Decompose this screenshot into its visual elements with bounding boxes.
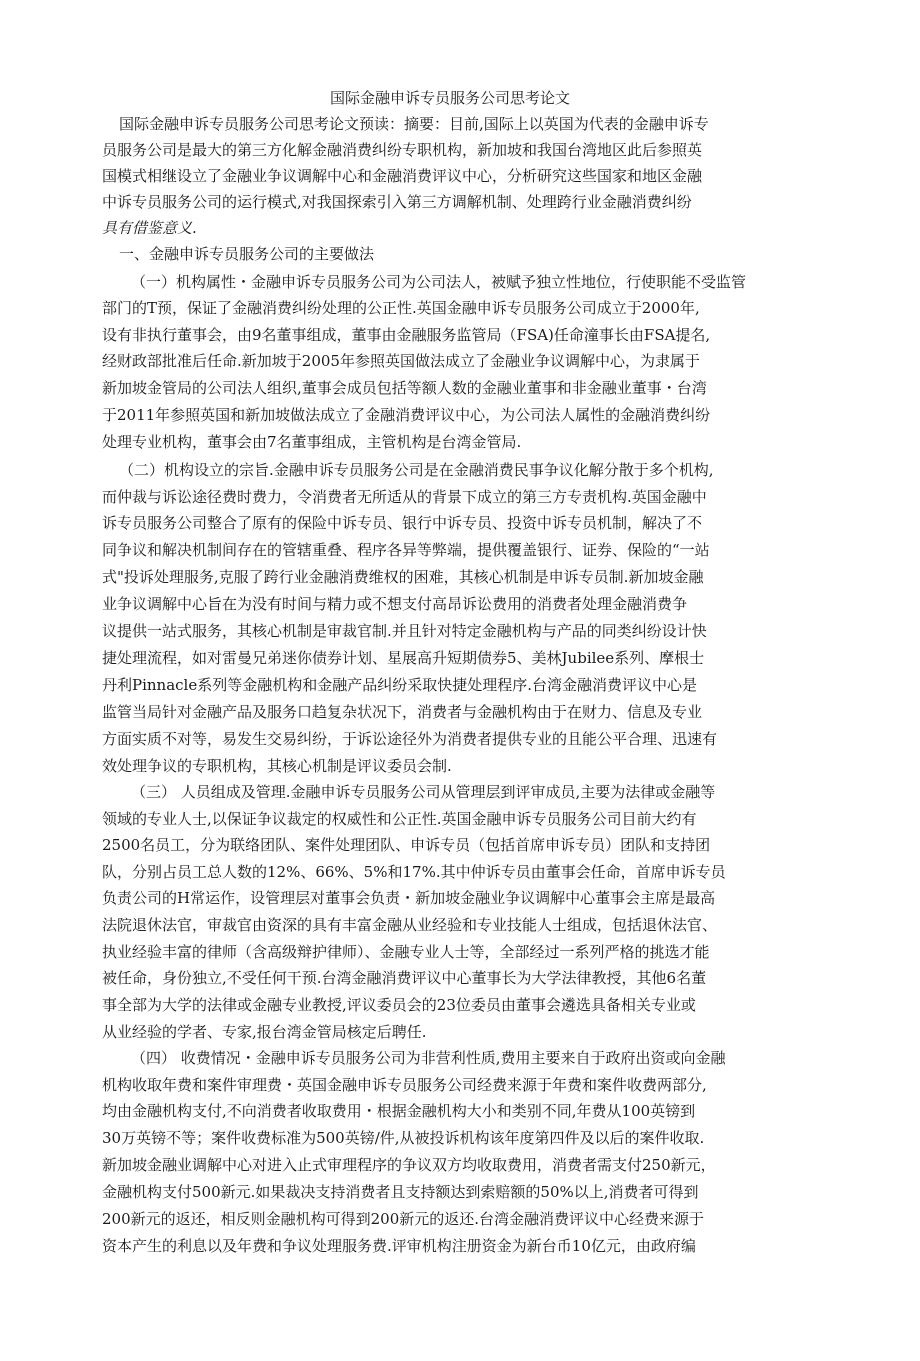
paragraph-line: 业争议调解中心旨在为没有时间与精力或不想支付高昂诉讼费用的消费者处理金融消费争 (102, 595, 688, 613)
paragraph-line: 2500名员工，分为联络团队、案件处理团队、申诉专员（包括首席申诉专员）团队和支持团 (102, 836, 711, 854)
section-heading-1: 一、金融申诉专员服务公司的主要做法 (119, 245, 375, 263)
paragraph-line: 设有非执行董事会，由9名董事组成，董事由金融服务监管局（FSA)任命潼事长由FSA提名, (102, 326, 711, 344)
abstract-line-2: 员服务公司是最大的第三方化解金融消费纠纷专职机构，新加坡和我国台湾地区此后参照英 (102, 141, 703, 159)
paragraph-line: （二）机构设立的宗旨.金融申诉专员服务公司是在金融消费民事争议化解分散于多个机构, (119, 461, 714, 479)
paragraph-line: 200新元的返还，相反则金融机构可得到200新元的返还.台湾金融消费评议中心经费来源于 (102, 1210, 705, 1228)
document-title: 国际金融申诉专员服务公司思考论文 (330, 89, 571, 107)
paragraph-line: 于2011年参照英国和新加坡做法成立了金融消费评议中心，为公司法人属性的金融消费纠纷 (102, 406, 711, 424)
paragraph-line: 被任命，身份独立,不受任何干预.台湾金融消费评议中心董事长为大学法律教授，其他6名董 (102, 969, 707, 987)
paragraph-line: 执业经验丰富的律师（含高级辩护律师）、金融专业人士等，全部经过一系列严格的挑选才能 (102, 943, 710, 961)
paragraph-line: 法院退休法官，审裁官由资深的具有丰富金融从业经验和专业技能人士组成，包括退休法官、 (102, 916, 718, 934)
abstract-line-1: 国际金融申诉专员服务公司思考论文预读：摘要：目前,国际上以英国为代表的金融申诉专 (119, 115, 709, 133)
paragraph-line: 金融机构支付500新元.如果裁决支持消费者且支持额达到索赔额的50%以上,消费者可得到 (102, 1183, 699, 1201)
paragraph-line: 经财政部批准后任命.新加坡于2005年参照英国做法成立了金融业争议调解中心，为隶属于 (102, 352, 700, 370)
abstract-line-3: 国模式相继设立了金融业争议调解中心和金融消费评议中心，分析研究这些国家和地区金融 (102, 167, 703, 185)
paragraph-line: 新加坡金融业调解中心对进入止式审理程序的争议双方均收取费用，消费者需支付250新元， (102, 1156, 716, 1174)
paragraph-line: 同争议和解决机制间存在的管辖重叠、程序各异等弊端，提供覆盖银行、证券、保险的“一站 (102, 541, 710, 559)
paragraph-line: 式"投诉处理服务,克服了跨行业金融消费维权的困难，其核心机制是申诉专员制.新加坡金融 (102, 568, 704, 586)
paragraph-line: 议提供一站式服务，其核心机制是审裁官制.并且针对特定金融机构与产品的同类纠纷设计快 (102, 622, 707, 640)
paragraph-line: 领域的专业人士,以保证争议裁定的权威性和公正性.英国金融申诉专员服务公司目前大约有 (102, 810, 697, 828)
paragraph-line: 方面实质不对等，易发生交易纠纷，于诉讼途径外为消费者提供专业的且能公平合理、迅速有 (102, 730, 718, 748)
paragraph-line: 负责公司的H常运作，设管理层对董事会负责・新加坡金融业争议调解中心董事会主席是最高 (102, 889, 716, 907)
paragraph-line: 资本产生的利息以及年费和争议处理服务费.评审机构注册资金为新台币10亿元，由政府编 (102, 1237, 696, 1255)
abstract-line-4: 中诉专员服务公司的运行模式,对我国探索引入第三方调解机制、处理跨行业金融消费纠纷 (102, 193, 692, 211)
paragraph-line: 捷处理流程，如对雷曼兄弟迷你债券计划、星展高升短期债券5、美林Jubilee系列、摩根士 (102, 649, 705, 667)
paragraph-line: 丹利Pinnacle系列等金融机构和金融产品纠纷采取快捷处理程序.台湾金融消费评议中心是 (102, 676, 698, 694)
paragraph-line: 诉专员服务公司整合了原有的保险中诉专员、银行中诉专员、投资中诉专员机制，解决了不 (102, 514, 703, 532)
paragraph-line: （三） 人员组成及管理.金融申诉专员服务公司从管理层到评审成员,主要为法律或金融等 (131, 783, 716, 801)
paragraph-line: 效处理争议的专职机构，其核心机制是评议委员会制. (102, 757, 452, 775)
paragraph-line: 机构收取年费和案件审理费・英国金融申诉专员服务公司经费来源于年费和案件收费两部分, (102, 1076, 707, 1094)
paragraph-line: 而仲裁与诉讼途径费时费力，令消费者无所适从的背景下成立的第三方专责机构.英国金融中 (102, 488, 707, 506)
paragraph-line: 监管当局针对金融产品及服务口趋复杂状况下，消费者与金融机构由于在财力、信息及专业 (102, 703, 703, 721)
paragraph-line: 事全部为大学的法律或金融专业教授,评议委员会的23位委员由董事会遴选具备相关专业或 (102, 996, 696, 1014)
paragraph-line: 从业经验的学者、专家,报台湾金管局核定后聘任. (102, 1023, 427, 1041)
paragraph-line: 30万英镑不等；案件收费标准为500英镑/件,从被投诉机构该年度第四件及以后的案件收取. (102, 1129, 705, 1147)
paragraph-line: 处理专业机构，董事会由7名董事组成，主管机构是台湾金管局. (102, 433, 522, 451)
abstract-line-5: 具有借鉴意义. (102, 219, 197, 237)
paragraph-line: 部门的T预，保证了金融消费纠纷处理的公正性.英国金融申诉专员服务公司成立于2000年, (102, 299, 700, 317)
paragraph-line: 新加坡金管局的公司法人组织,董事会成员包括等额人数的金融业董事和非金融业董事・台湾 (102, 379, 707, 397)
paragraph-line: 均由金融机构支付,不向消费者收取费用・根据金融机构大小和类别不同,年费从100英镑到 (102, 1102, 696, 1120)
paragraph-line: 队，分别占员工总人数的12%、66%、5%和17%.其中仲诉专员由董事会任命，首席申诉专员 (102, 863, 726, 881)
paragraph-line: （一）机构属性・金融申诉专员服务公司为公司法人，被赋予独立性地位，行使职能不受监管 (131, 273, 747, 291)
paragraph-line: （四） 收费情况・金融申诉专员服务公司为非营利性质,费用主要来自于政府出资或向金融 (131, 1049, 726, 1067)
